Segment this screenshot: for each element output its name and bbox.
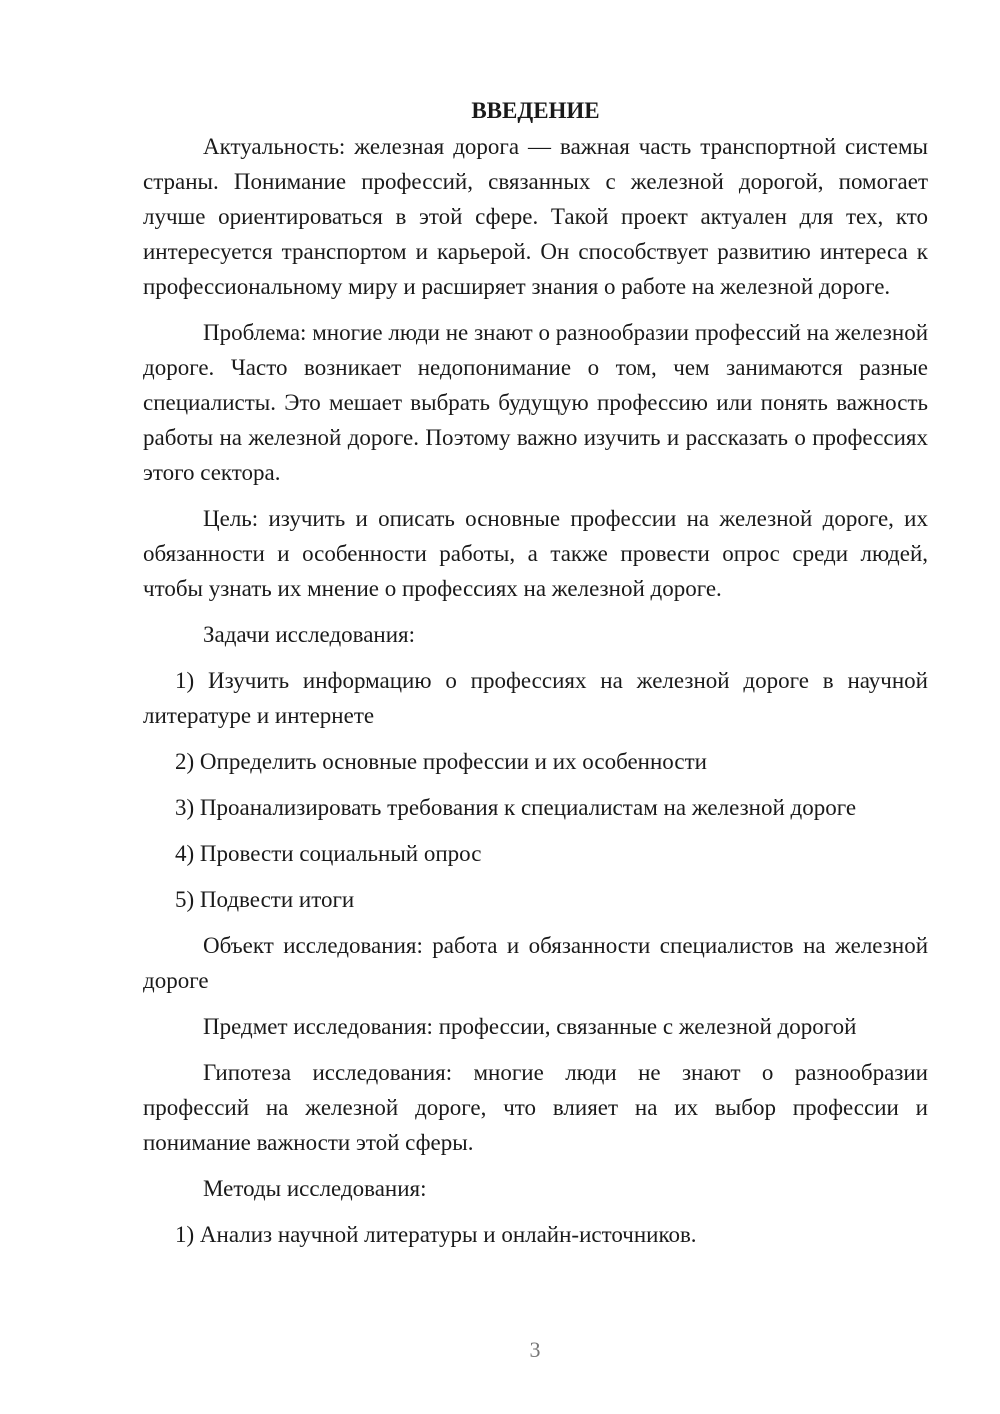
methods-title: Методы исследования: [203, 1176, 427, 1201]
relevance-paragraph: Актуальность: железная дорога — важная часть транспортной системы страны. Понимание профессий, связанных с железной дорогой, помогает лучше ориентироваться в этой сфере. Такой проект актуален для тех, кто интересуется транспортом и карьерой. Он способствует развитию интереса к профессиональному миру и расширяет знания о работе на железной дороге. [143, 134, 928, 299]
tasks-title: Задачи исследования: [203, 622, 416, 647]
page-number: 3 [529, 1337, 541, 1362]
task-item-1: 1) Изучить информацию о профессиях на железной дороге в научной литературе и интернете [143, 668, 928, 728]
goal-paragraph: Цель: изучить и описать основные профессии на железной дороге, их обязанности и особенности работы, а также провести опрос среди людей, чтобы узнать их мнение о профессиях на железной дороге. [143, 506, 928, 601]
task-item-3: 3) Проанализировать требования к специалистам на железной дороге [175, 795, 857, 820]
section-heading: ВВЕДЕНИЕ [471, 98, 600, 123]
page-content [143, 93, 928, 1252]
object-paragraph: Объект исследования: работа и обязанности специалистов на железной дороге [143, 933, 928, 993]
method-item-1: 1) Анализ научной литературы и онлайн-источников. [175, 1222, 697, 1247]
problem-paragraph: Проблема: многие люди не знают о разнообразии профессий на железной дороге. Часто возникает недопонимание о том, чем занимаются разные специалисты. Это мешает выбрать будущую профессию или понять важность работы на железной дороге. Поэтому важно изучить и рассказать о профессиях этого сектора. [143, 320, 928, 485]
task-item-5: 5) Подвести итоги [175, 887, 355, 912]
hypothesis-paragraph: Гипотеза исследования: многие люди не знают о разнообразии профессий на железной дороге, что влияет на их выбор профессии и понимание важности этой сферы. [143, 1060, 928, 1155]
task-item-4: 4) Провести социальный опрос [175, 841, 482, 866]
task-item-2: 2) Определить основные профессии и их особенности [175, 749, 707, 774]
subject-paragraph: Предмет исследования: профессии, связанные с железной дорогой [203, 1014, 857, 1039]
